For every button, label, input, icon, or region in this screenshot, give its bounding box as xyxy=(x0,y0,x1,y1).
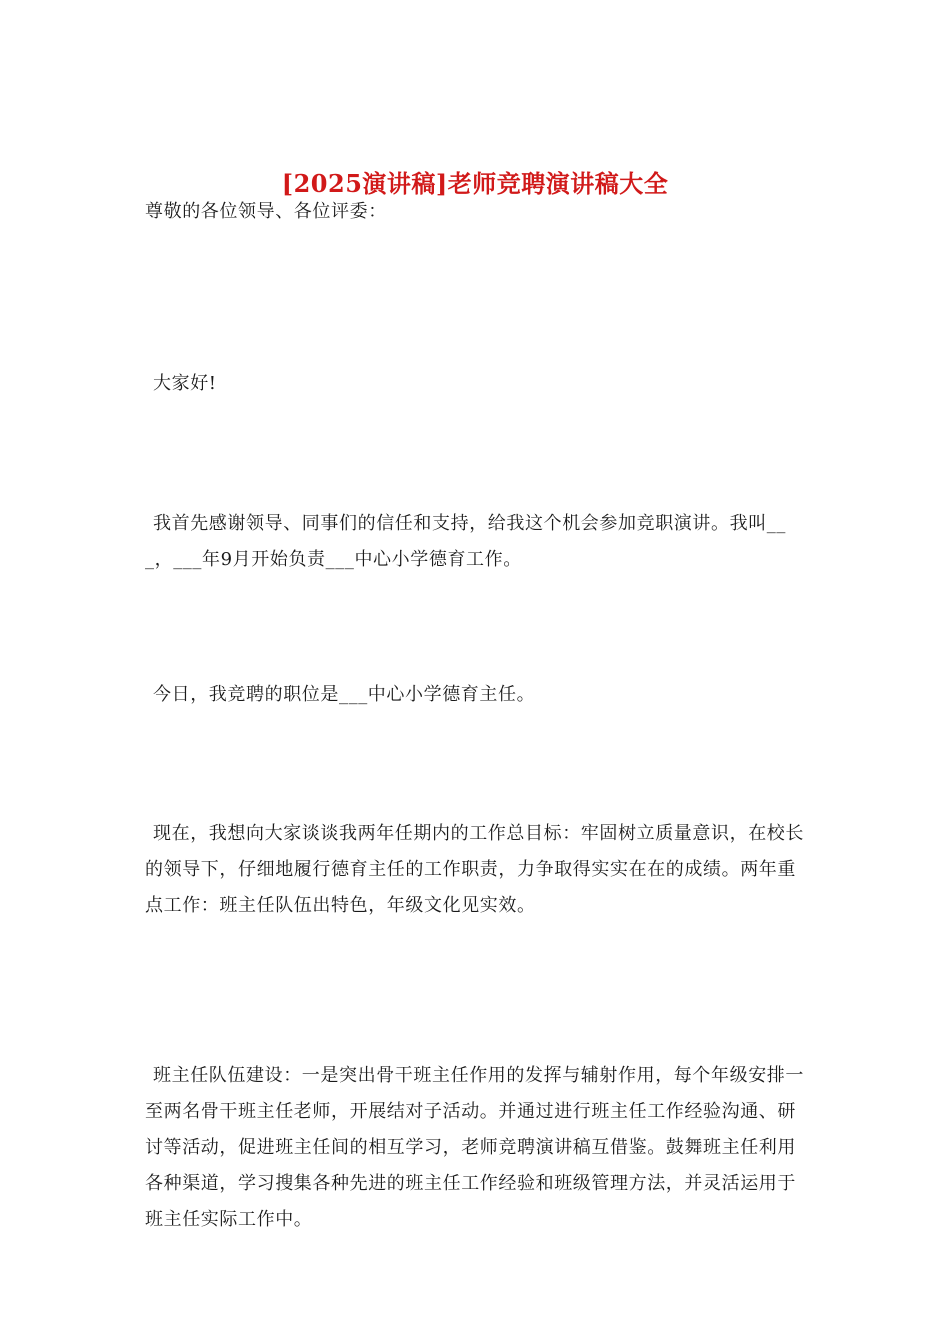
greeting-paragraph: 大家好! xyxy=(153,373,217,394)
position-paragraph: 今日，我竞聘的职位是___中心小学德育主任。 xyxy=(153,684,536,705)
team-building-paragraph: 班主任队伍建设：一是突出骨干班主任作用的发挥与辅射作用，每个年级安排一至两名骨干班主任老师，开展结对子活动。并通过进行班主任工作经验沟通、研讨等活动，促进班主任间的相互学习，老师竞聘演讲稿互借鉴。鼓舞班主任利用各种渠道，学习搜集各种先进的班主任工作经验和班级管理方法，并灵活运用于班主任实际工作中。 xyxy=(145,1065,804,1230)
document-title: [2025演讲稿]老师竞聘演讲稿大全 xyxy=(281,169,669,199)
goal-paragraph: 现在，我想向大家谈谈我两年任期内的工作总目标：牢固树立质量意识，在校长的领导下，仔细地履行德育主任的工作职责，力争取得实实在在的成绩。两年重点工作：班主任队伍出特色，年级文化见实效。 xyxy=(145,823,804,916)
salutation-paragraph: 尊敬的各位领导、各位评委： xyxy=(145,201,387,222)
thanks-paragraph: 我首先感谢领导、同事们的信任和支持，给我这个机会参加竞职演讲。我叫___，___年9月开始负责___中心小学德育工作。 xyxy=(145,513,786,570)
